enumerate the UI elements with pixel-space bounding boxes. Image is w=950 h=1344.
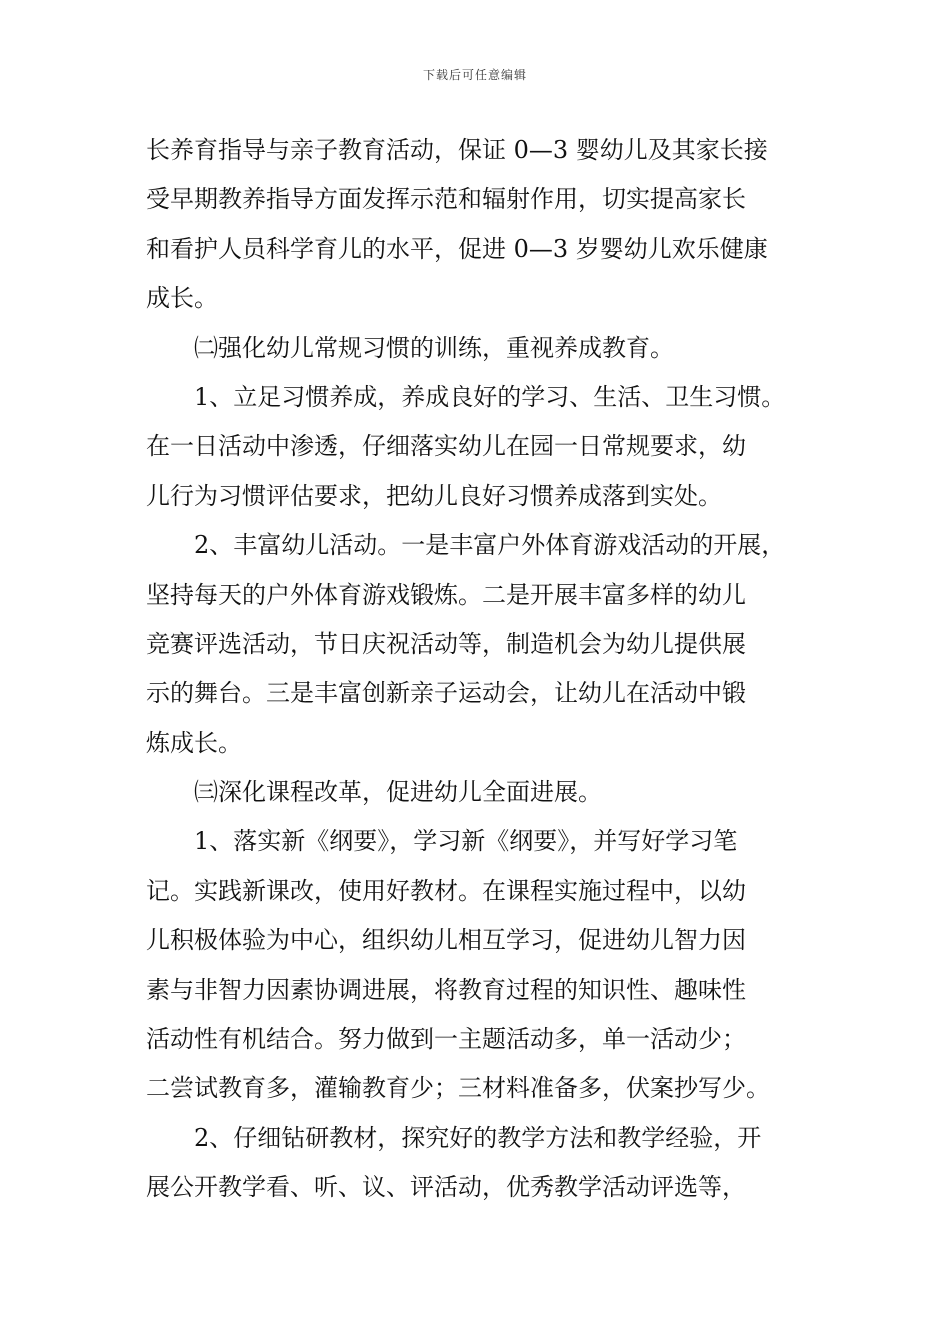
- text-line: 长养育指导与亲子教育活动，保证 0—3 婴幼儿及其家长接: [146, 136, 768, 164]
- text-line: 坚持每天的户外体育游戏锻炼。二是开展丰富多样的幼儿: [146, 580, 746, 609]
- section-heading: ㈢深化课程改革，促进幼儿全面进展。: [194, 778, 602, 807]
- text-line: 儿行为习惯评估要求，把幼儿良好习惯养成落到实处。: [146, 481, 722, 510]
- text-line: 2、仔细钻研教材，探究好的教学方法和教学经验，开: [194, 1123, 762, 1152]
- text-line: 在一日活动中渗透，仔细落实幼儿在园一日常规要求，幼: [146, 432, 746, 461]
- document-body: [146, 126, 810, 1213]
- text-line: 成长。: [146, 284, 218, 313]
- text-line: 示的舞台。三是丰富创新亲子运动会，让幼儿在活动中锻: [146, 679, 746, 708]
- text-line: 和看护人员科学育儿的水平，促进 0—3 岁婴幼儿欢乐健康: [146, 234, 768, 263]
- text-line: 儿积极体验为中心，组织幼儿相互学习，促进幼儿智力因: [146, 926, 746, 955]
- text-line: 活动性有机结合。努力做到一主题活动多，单一活动少；: [146, 1025, 746, 1054]
- text-line: 2、丰富幼儿活动。一是丰富户外体育游戏活动的开展，: [194, 531, 786, 560]
- text-line: 记。实践新课改，使用好教材。在课程实施过程中，以幼: [146, 876, 746, 905]
- text-line: 素与非智力因素协调进展，将教育过程的知识性、趣味性: [146, 975, 746, 1004]
- text-line: 炼成长。: [146, 728, 242, 757]
- text-line: 1、落实新《纲要》，学习新《纲要》，并写好学习笔: [194, 827, 738, 856]
- text-line: 1、立足习惯养成，养成良好的学习、生活、卫生习惯。: [194, 382, 786, 411]
- section-heading: ㈡强化幼儿常规习惯的训练，重视养成教育。: [194, 333, 674, 362]
- text-line: 受早期教养指导方面发挥示范和辐射作用，切实提高家长: [146, 185, 746, 214]
- text-line: 竞赛评选活动，节日庆祝活动等，制造机会为幼儿提供展: [146, 629, 746, 658]
- text-line: 展公开教学看、听、议、评活动，优秀教学活动评选等，: [146, 1173, 746, 1202]
- page-header: 下载后可任意编辑: [422, 68, 527, 82]
- text-line: 二尝试教育多，灌输教育少；三材料准备多，伏案抄写少。: [146, 1074, 770, 1103]
